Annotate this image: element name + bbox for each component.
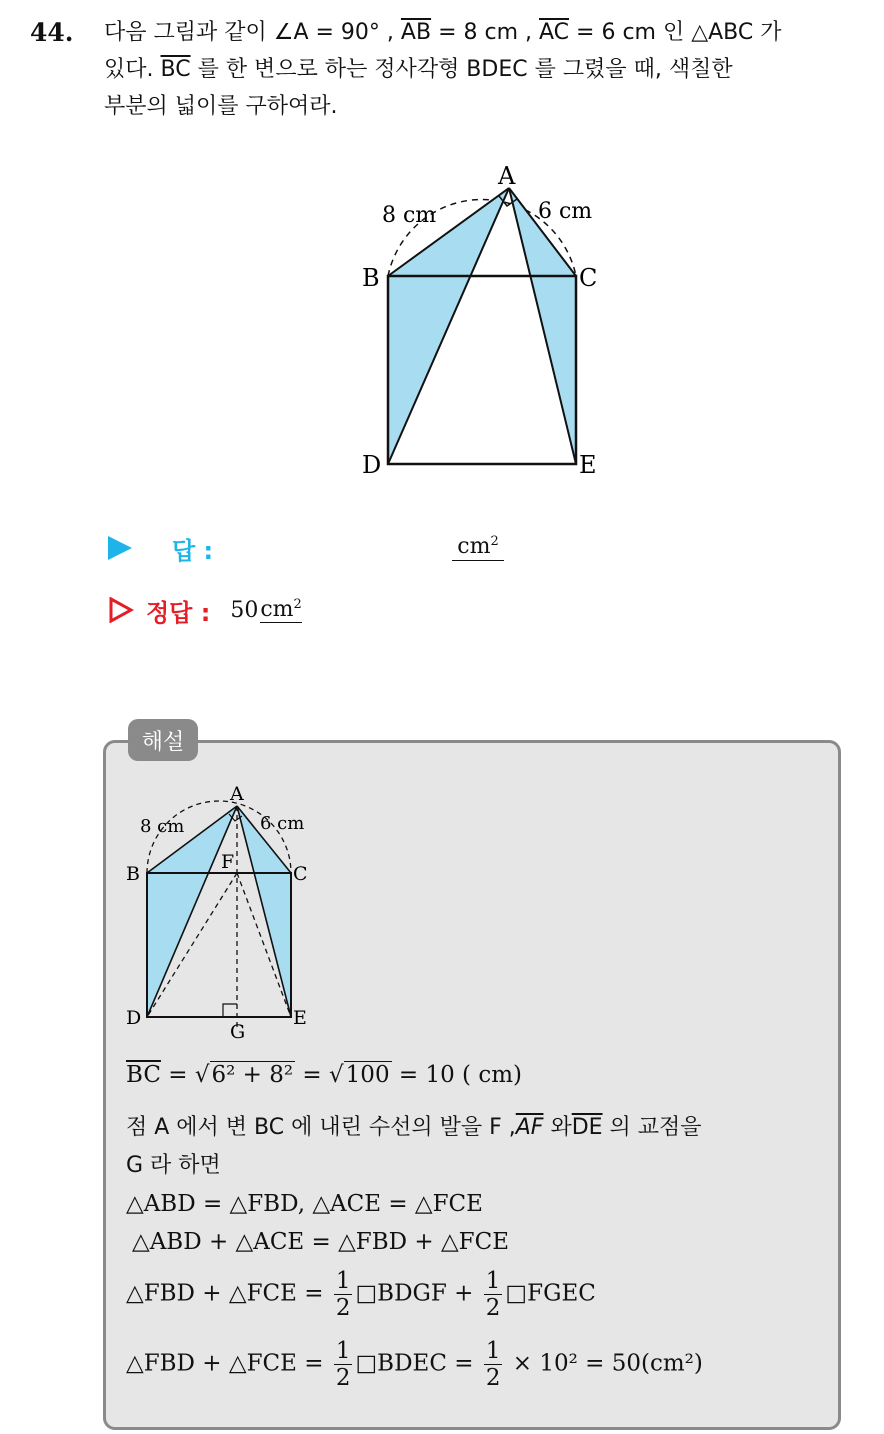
solution-segment-de: $\overline{DE}$ [571,1115,603,1140]
solution-diagram [118,776,318,1046]
sqrt-icon: √ [329,1062,344,1088]
problem-text-segment: 있다. [104,57,161,82]
fraction-denominator: 2 [485,1365,501,1391]
correct-marker-icon [108,597,130,623]
solution-text-segment: 점 A 에서 변 BC 에 내린 수선의 발을 F , [126,1115,516,1140]
solution-eq: = [160,1062,195,1088]
solution-text-segment: □BDEC = [355,1350,481,1377]
problem-text-segment: 다음 그림과 같이 ∠A = 90° , [104,20,401,45]
vertex-label-e: E [579,451,597,479]
solution-text-segment: △FBD + △FCE = [126,1350,331,1377]
correct-answer-label: 정답 : [146,598,211,627]
solution-line-6 [126,1268,596,1321]
answer-unit: cm [457,534,491,559]
solution-ray-af: $\overline{AF}$ [515,1115,544,1140]
correct-unit-text: cm [260,597,294,622]
solution-result: = 10 ( cm) [391,1062,522,1088]
problem-text-segment: = 8 cm , [431,20,539,45]
solution-text-segment: 와 [543,1115,572,1140]
solution-text-segment: □FGEC [505,1280,596,1307]
solution-vertex-f: F [221,851,235,873]
solution-line-3: G 라 하면 [126,1153,221,1178]
solution-line-5: △ABD + △ACE = △FBD + △FCE [132,1229,510,1255]
solution-figure [118,776,318,1046]
segment-bc: $\overline{BC}$ [160,57,191,82]
fraction-denominator: 2 [335,1365,351,1391]
vertex-label-b: B [362,264,380,292]
correct-answer-row [108,592,302,628]
answer-unit-exponent: 2 [490,534,499,549]
sqrt-icon: √ [194,1062,210,1088]
solution-line-7 [126,1338,703,1391]
fraction-numerator: 1 [485,1268,501,1294]
fraction-half [334,1268,353,1321]
fraction-denominator: 2 [335,1295,351,1321]
problem-line-2 [104,51,864,88]
answer-input-blank[interactable] [452,534,504,561]
solution-line-4: △ABD = △FBD, △ACE = △FCE [126,1191,483,1217]
vertex-label-c: C [579,264,598,292]
solution-radicand-1: 6² + 8² [211,1062,294,1088]
segment-ab: $\overline{AB}$ [400,20,432,45]
problem-text [104,14,864,125]
solution-side-label-ac: 6 cm [260,813,305,834]
solution-tag: 해설 [128,719,198,761]
solution-radicand-2: 100 [345,1062,390,1088]
fraction-half [484,1268,503,1321]
fraction-numerator: 1 [335,1268,351,1294]
solution-vertex-a: A [230,783,244,805]
solution-vertex-d: D [126,1007,142,1029]
solution-text-segment: △FBD + △FCE = [126,1280,331,1307]
problem-line-1 [104,14,864,51]
problem-line-3: 부분의 넓이를 구하여라. [104,94,338,119]
problem-number: 44. [30,18,74,47]
fraction-denominator: 2 [485,1295,501,1321]
solution-text-segment: □BDGF + [355,1280,481,1307]
vertex-label-a: A [498,162,516,190]
solution-vertex-b: B [126,863,140,885]
problem-text-segment: 를 한 변으로 하는 정사각형 BDEC 를 그렸을 때, 색칠한 [190,57,733,82]
solution-line-2 [126,1110,702,1141]
problem-text-segment: = 6 cm 인 △ABC 가 [569,20,782,45]
segment-ac: $\overline{AC}$ [539,20,570,45]
answer-marker-icon [108,536,132,560]
solution-vertex-g: G [230,1021,246,1043]
solution-side-label-ab: 8 cm [140,816,185,837]
square-triangle-diagram [350,160,620,490]
solution-segment-bc: $\overline{BC}$ [126,1062,161,1088]
problem-figure [350,160,620,490]
fraction-half [334,1338,353,1391]
solution-vertex-c: C [293,863,308,885]
answer-label: 답 : [172,536,214,565]
solution-text-segment: 의 교점을 [602,1115,702,1140]
correct-unit-exponent: 2 [293,597,302,612]
fraction-half [484,1338,503,1391]
correct-answer-unit [260,597,301,623]
correct-answer-value: 50 [230,597,259,623]
solution-right-angle-g [223,1004,237,1017]
vertex-label-d: D [362,451,382,479]
fraction-numerator: 1 [485,1338,501,1364]
solution-text-segment: × 10² = 50(cm²) [505,1350,703,1377]
solution-vertex-e: E [293,1007,307,1029]
side-label-ab: 8 cm [382,203,437,228]
solution-eq: = [295,1062,330,1088]
fraction-numerator: 1 [335,1338,351,1364]
side-label-ac: 6 cm [538,199,593,224]
solution-line-1 [126,1062,522,1088]
